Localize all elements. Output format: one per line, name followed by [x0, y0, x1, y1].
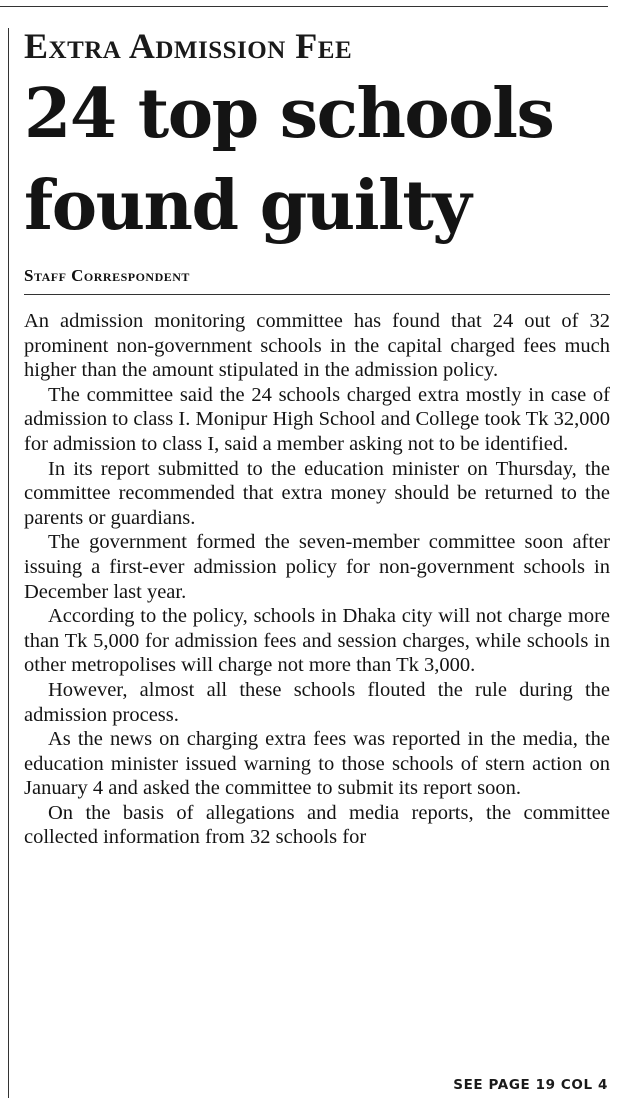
top-rule: [0, 6, 608, 7]
continuation-note: SEE PAGE 19 COL 4: [453, 1077, 608, 1093]
headline-line-2: found guilty: [24, 166, 471, 246]
paragraph: In its report submitted to the education minister on Thursday, the committee recommended that extra money should be returned to the parents or guardians.: [24, 457, 610, 529]
paragraph: As the news on charging extra fees was reported in the media, the education minister issued warning to those schools of stern action on January 4 and asked the committee to submit its report soon.: [24, 728, 610, 800]
kicker: Extra Admission Fee: [24, 26, 353, 66]
headline-line-1: 24 top schools: [24, 74, 554, 154]
column-rule: [8, 28, 9, 1098]
headline: [24, 68, 610, 252]
paragraph: On the basis of allegations and media reports, the committee collected information from 32 schools for: [24, 801, 610, 849]
paragraph: The government formed the seven-member committee soon after issuing a first-ever admission policy for non-government schools in December last year.: [24, 531, 610, 603]
paragraph: An admission monitoring committee has found that 24 out of 32 prominent non-government schools in the capital charged fees much higher than the amount stipulated in the admission policy.: [24, 310, 610, 382]
article-body: [24, 309, 610, 850]
paragraph: However, almost all these schools flouted the rule during the admission process.: [24, 678, 610, 726]
paragraph: The committee said the 24 schools charged extra mostly in case of admission to class I. Monipur High School and College took Tk 32,000 for admission to class I, said a member asking not to be identified.: [24, 383, 610, 455]
news-article: [24, 24, 610, 850]
paragraph: According to the policy, schools in Dhaka city will not charge more than Tk 5,000 for admission fees and session charges, while schools in other metropolises will charge not more than Tk 3,000.: [24, 605, 610, 677]
byline: Staff Correspondent: [24, 266, 610, 295]
